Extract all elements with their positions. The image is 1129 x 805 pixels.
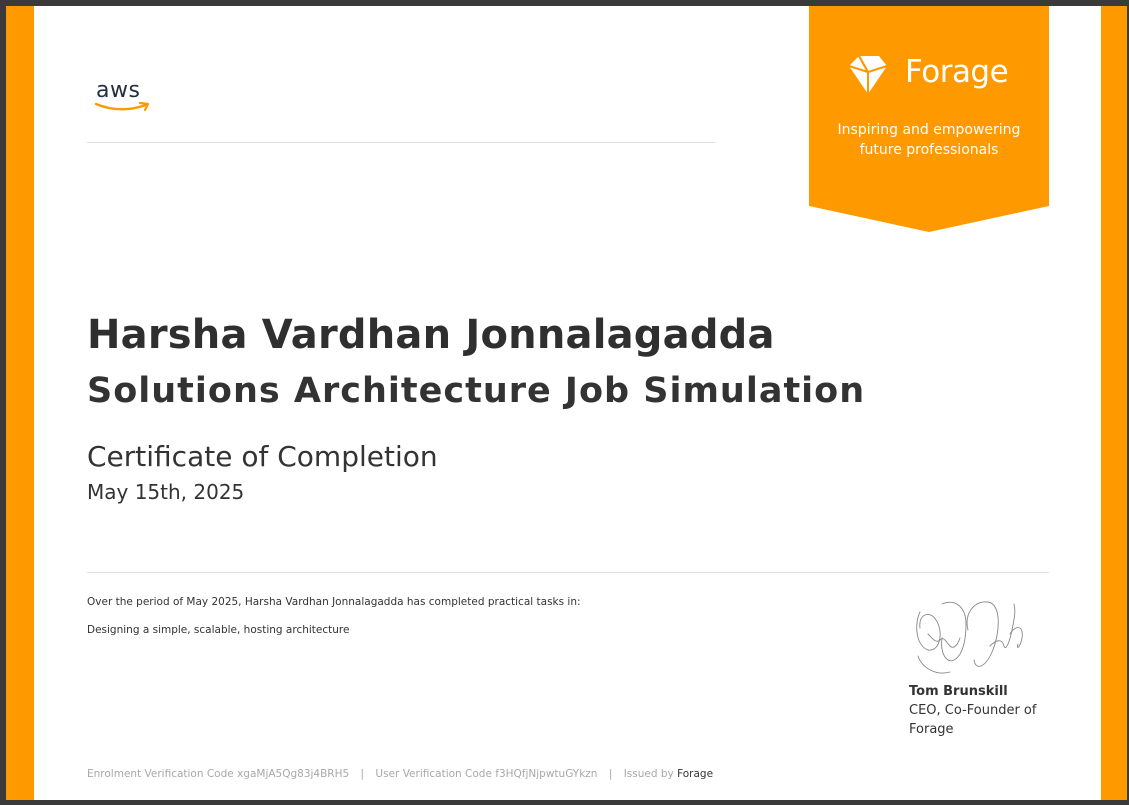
user-verification-code: User Verification Code f3HQfjNjpwtuGYkzn	[375, 768, 598, 780]
issued-by-label: Issued by	[623, 768, 674, 780]
program-title: Solutions Architecture Job Simulation	[87, 371, 866, 411]
aws-logo-text: aws	[96, 78, 141, 103]
footer-separator: |	[608, 768, 613, 780]
certificate-title: Certificate of Completion	[87, 440, 438, 473]
aws-smile-icon	[94, 100, 152, 114]
enrolment-verification-code: Enrolment Verification Code xgaMjA5Qg83j4BRH5	[87, 768, 350, 780]
body-divider	[87, 572, 1049, 573]
banner-tagline: Inspiring and empowering future professionals	[837, 122, 1021, 158]
footer-separator: |	[360, 768, 365, 780]
signatory-block	[909, 682, 1059, 739]
signature-image	[906, 594, 1036, 684]
verification-footer	[87, 768, 713, 780]
certificate	[6, 6, 1127, 800]
forage-banner	[809, 6, 1049, 234]
forage-logo	[845, 52, 1025, 96]
issuer-name: Forage	[677, 768, 714, 780]
header-divider	[87, 142, 715, 143]
left-accent-bar	[6, 6, 34, 800]
forage-diamond-icon	[845, 54, 891, 96]
signatory-title: CEO, Co-Founder of Forage	[909, 703, 1037, 737]
task-item: Designing a simple, scalable, hosting architecture	[87, 624, 350, 636]
recipient-name: Harsha Vardhan Jonnalagadda	[87, 312, 775, 358]
forage-wordmark: Forage	[905, 54, 1009, 90]
right-accent-bar	[1101, 6, 1127, 800]
aws-logo	[94, 78, 154, 118]
completion-summary: Over the period of May 2025, Harsha Vardhan Jonnalagadda has completed practical tasks in:	[87, 596, 581, 608]
signatory-name: Tom Brunskill	[909, 684, 1008, 699]
completion-date: May 15th, 2025	[87, 480, 245, 504]
